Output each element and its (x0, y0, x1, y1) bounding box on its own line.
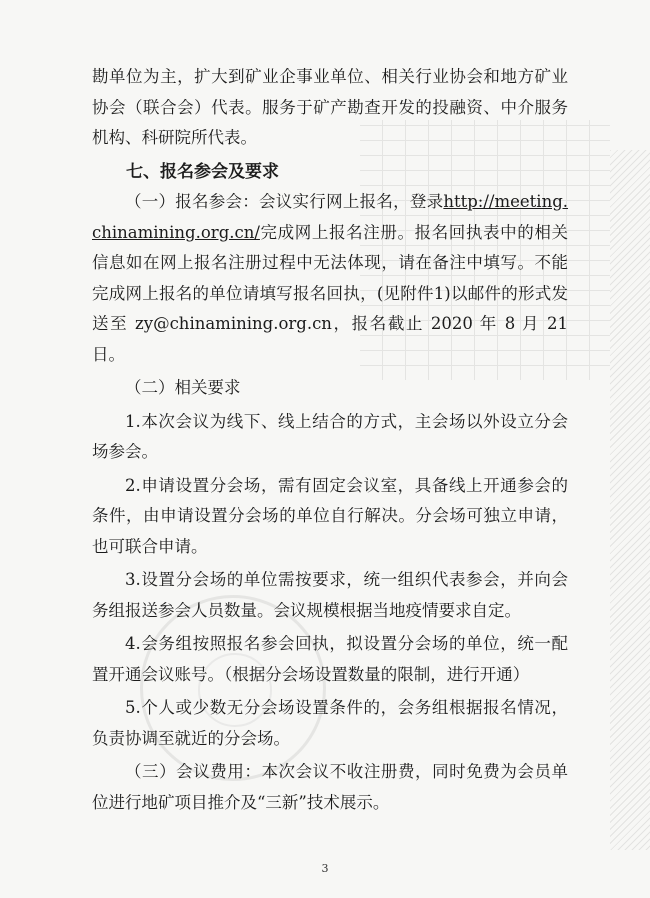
registration-paragraph (92, 187, 568, 370)
fee-paragraph (92, 757, 568, 818)
requirement-item-2: 2.申请设置分会场，需有固定会议室，具备线上开通参会的条件，由申请设置分会场的单位自行解决。分会场可独立申请，也可联合申请。 (92, 475, 568, 556)
page-number: 3 (321, 862, 329, 875)
fee-label: （三）会议费用： (125, 762, 262, 781)
registration-details: 完成网上报名注册。报名回执表中的相关信息如在网上报名注册过程中无法体现，请在备注中填写。不能完成网上报名的单位请填写报名回执，(见附件1)以邮件的形式发送至 zy@chinamining.org.cn，报名截止 2020 年 8 月 21 日。 (92, 222, 568, 364)
body-text (92, 62, 568, 818)
registration-link[interactable]: http://meeting.chinamining.org.cn/ (92, 192, 569, 242)
registration-label: （一）报名参会： (125, 192, 260, 211)
requirement-item-1: 1.本次会议为线下、线上结合的方式，主会场以外设立分会场参会。 (92, 411, 568, 461)
registration-intro: 会议实行网上报名，登录 (259, 192, 444, 211)
requirement-item-3: 3.设置分会场的单位需按要求，统一组织代表参会，并向会务组报送参会人员数量。会议规模根据当地疫情要求自定。 (92, 570, 568, 620)
scan-noise (610, 150, 650, 850)
fee-text: 本次会议不收注册费，同时免费为会员单位进行地矿项目推介及“三新”技术展示。 (92, 762, 569, 812)
requirement-item-4: 4.会务组按照报名参会回执，拟设置分会场的单位，统一配置开通会议账号。（根据分会场设置数量的限制，进行开通） (92, 634, 568, 684)
requirements-heading: （二）相关要求 (125, 378, 241, 397)
section-heading: 七、报名参会及要求 (126, 161, 279, 182)
requirement-item-5: 5.个人或少数无分会场设置条件的，会务组根据报名情况，负责协调至就近的分会场。 (92, 698, 568, 748)
continued-paragraph: 勘单位为主，扩大到矿业企事业单位、相关行业协会和地方矿业协会（联合会）代表。服务于矿产勘查开发的投融资、中介服务机构、科研院所代表。 (92, 67, 568, 147)
